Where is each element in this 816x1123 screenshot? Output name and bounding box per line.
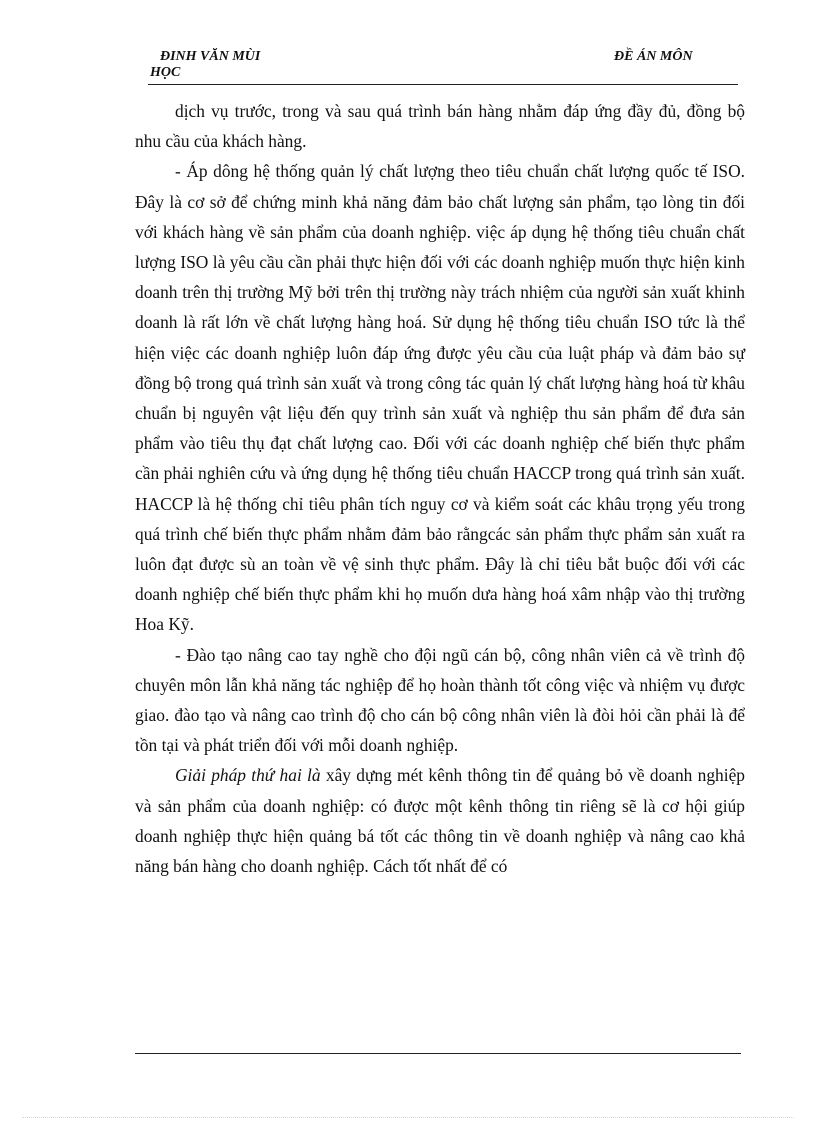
footer-divider — [135, 1053, 741, 1054]
header-author-continued: HỌC — [150, 65, 181, 80]
solution-lead: Giải pháp thứ hai là — [175, 765, 321, 786]
header-project: ĐỀ ÁN MÔN — [614, 49, 693, 64]
paragraph-iso: - Áp dông hệ thống quản lý chất lượng theo tiêu chuẩn chất lượng quốc tế ISO. Đây là cơ sở để chứng minh khả năng đảm bảo chất lượng sản phẩm, tạo lòng tin đối với khách hàng về sản phẩm của doanh nghiệp. việc áp dụng hệ thống tiêu chuẩn chất lượng ISO là yêu cầu cần phải thực hiện đối với các doanh nghiệp muốn thực hiện kinh doanh trên thị trường Mỹ bởi trên thị trường này trách nhiệm của người sản xuất khinh doanh là rất lớn về chất lượng hàng hoá. Sử dụng hệ thống tiêu chuẩn ISO tức là thể hiện việc các doanh nghiệp luôn đáp ứng được yêu cầu của luật pháp và đảm bảo sự đồng bộ trong quá trình sản xuất và trong công tác quản lý chất lượng hàng hoá từ khâu chuẩn bị nguyên vật liệu đến quy trình sản xuất và nghiệp thu sản phẩm để đưa sản phẩm vào tiêu thụ đạt chất lượng cao. Đối với các doanh nghiệp chế biến thực phẩm cần phải nghiên cứu và ứng dụng hệ thống tiêu chuẩn HACCP trong quá trình sản xuất. HACCP là hệ thống chỉ tiêu phân tích nguy cơ và kiểm soát các khâu trọng yếu trong quá trình chế biến thực phẩm nhằm đảm bảo rằngcác sản phẩm thực phẩm sản xuất ra luôn đạt được sù an toàn về vệ sinh thực phẩm. Đây là chỉ tiêu bắt buộc đối với các doanh nghiệp chế biến thực phẩm khi họ muốn dưa hàng hoá xâm nhập vào thị trường Hoa Kỹ. — [135, 161, 745, 635]
paragraph-continuation: dịch vụ trước, trong và sau quá trình bán hàng nhằm đáp ứng đầy đủ, đồng bộ nhu cầu của khách hàng. — [135, 101, 745, 152]
document-body — [135, 96, 745, 881]
solution-text: xây dựng mét kênh thông tin để quảng bỏ về doanh nghiệp và sản phẩm của doanh nghiệp: có được một kênh thông tin riêng sẽ là cơ hội giúp doanh nghiệp thực hiện quảng bá tốt các thông tin về doanh nghiệp và nâng cao khả năng bán hàng cho doanh nghiệp. Cách tốt nhất để có — [135, 765, 745, 877]
page-edge — [22, 1117, 794, 1118]
header-author: ĐINH VĂN MÙI — [160, 49, 261, 64]
paragraph-training: - Đào tạo nâng cao tay nghề cho đội ngũ cán bộ, công nhân viên cả về trình độ chuyên môn lẫn khả năng tác nghiệp để họ hoàn thành tốt công việc và nhiệm vụ được giao. đào tạo và nâng cao trình độ cho cán bộ công nhân viên là đòi hỏi cần phải là để tồn tại và phát triển đối với mỗi doanh nghiệp. — [135, 644, 745, 756]
paragraph-solution-two — [135, 760, 745, 881]
page-header — [148, 48, 738, 85]
